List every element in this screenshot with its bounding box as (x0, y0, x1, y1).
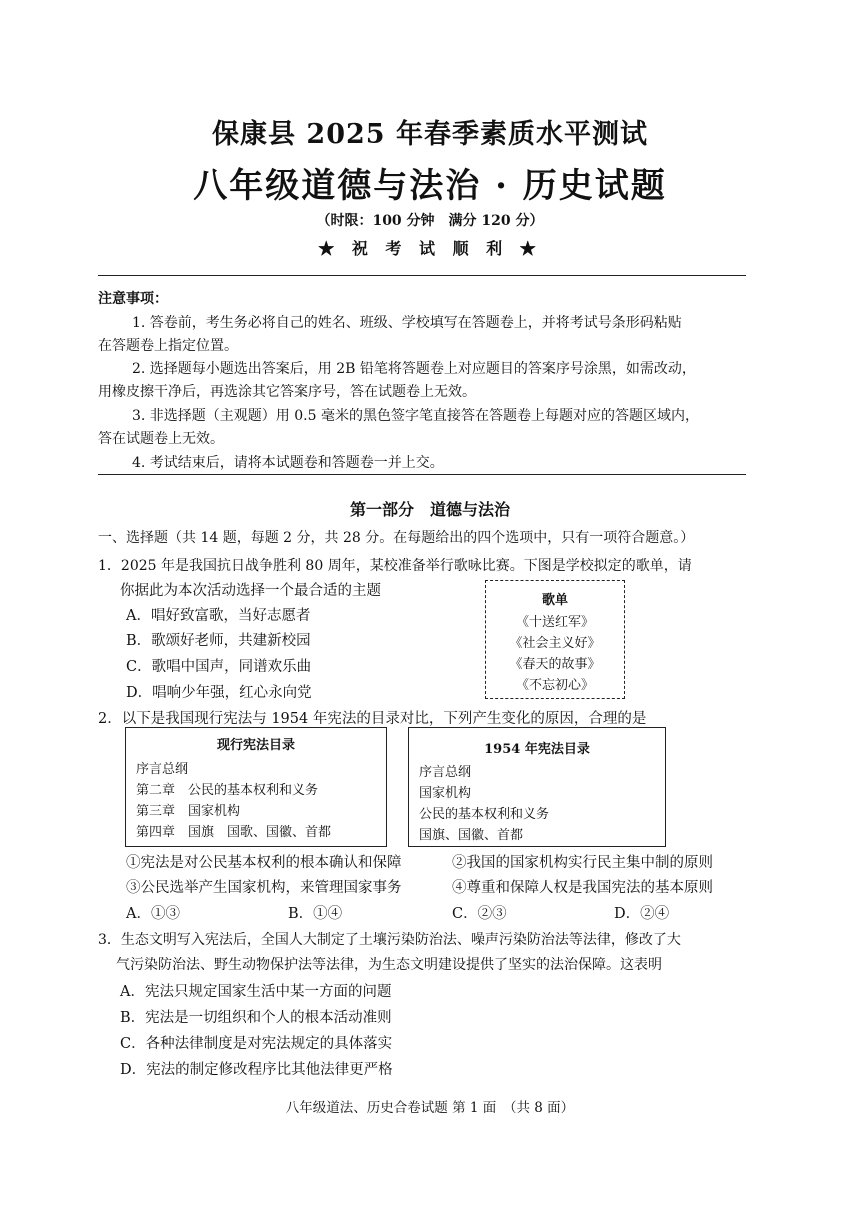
good-luck-banner: ★ 祝 考 试 顺 利 ★ (318, 239, 542, 258)
question-3-option-b: B．宪法是一切组织和个人的根本活动准则 (120, 1010, 392, 1026)
question-2-option-d: D．②④ (614, 906, 670, 922)
notice-line: 1. 答卷前，考生务必将自己的姓名、班级、学校填写在答题卷上，并将考试号条形码粘贴 (132, 315, 682, 331)
contents-line: 国旗、国徽、首都 (419, 828, 524, 843)
contents-line: 第三章 国家机构 (136, 804, 241, 819)
contents-line: 公民的基本权利和义务 (419, 807, 550, 822)
section-instruction: 一、选择题（共 14 题，每题 2 分，共 28 分。在每题给出的四个选项中，只有一项符合题意。） (98, 530, 695, 546)
question-1-stem: 你据此为本次活动选择一个最合适的主题 (120, 583, 381, 599)
song-item: 《春天的故事》 (509, 657, 601, 672)
notice-line: 4. 考试结束后，请将本试题卷和答题卷一并上交。 (132, 455, 444, 471)
notice-heading: 注意事项： (98, 291, 168, 307)
notice-line: 答在试题卷上无效。 (98, 431, 224, 447)
divider-top (98, 275, 746, 276)
question-3-stem: 气污染防治法、野生动物保护法等法律，为生态文明建设提供了坚实的法治保障。这表明 (116, 957, 662, 973)
current-constitution-contents (125, 727, 387, 847)
notice-line: 在答题卷上指定位置。 (98, 338, 238, 354)
question-2-statement-3: ③公民选举产生国家机构，来管理国家事务 (126, 880, 402, 896)
question-2-option-b: B．①④ (288, 906, 343, 922)
current-constitution-heading: 现行宪法目录 (216, 738, 295, 753)
contents-line: 序言总纲 (136, 762, 189, 777)
question-2-option-c: C．②③ (452, 906, 507, 922)
song-list-heading: 歌单 (541, 593, 568, 608)
exam-subject-title: 八年级道德与法治 · 历史试题 (193, 166, 667, 206)
question-1-stem: 1．2025 年是我国抗日战争胜利 80 周年，某校准备举行歌咏比赛。下图是学校拟定的歌单，请 (98, 558, 692, 574)
contents-line: 第二章 公民的基本权利和义务 (136, 783, 319, 798)
question-3-stem: 3．生态文明写入宪法后，全国人大制定了土壤污染防治法、噪声污染防治法等法律，修改了大 (98, 932, 681, 948)
question-1-option-b: B．歌颂好老师，共建新校园 (126, 633, 311, 649)
notice-line: 用橡皮擦干净后，再选涂其它答案序号，答在试题卷上无效。 (98, 384, 476, 400)
song-item: 《不忘初心》 (515, 678, 594, 693)
contents-line: 序言总纲 (419, 765, 472, 780)
question-2-stem: 2．以下是我国现行宪法与 1954 年宪法的目录对比，下列产生变化的原因，合理的是 (98, 711, 647, 727)
contents-line: 第四章 国旗 国歌、国徽、首都 (136, 825, 332, 840)
1954-constitution-contents (408, 727, 666, 847)
notice-line: 2. 选择题每小题选出答案后，用 2B 铅笔将答题卷上对应题目的答案序号涂黑，如需改动， (132, 361, 696, 377)
song-list-box (485, 580, 625, 699)
question-1-option-d: D．唱响少年强，红心永向党 (126, 685, 312, 701)
question-2-statement-4: ④尊重和保障人权是我国宪法的基本原则 (452, 880, 713, 896)
song-item: 《十送红军》 (515, 615, 594, 630)
question-3-option-a: A．宪法只规定国家生活中某一方面的问题 (120, 984, 392, 1000)
exam-limits: （时限：100 分钟 满分 120 分） (316, 213, 544, 229)
exam-title: 保康县 2025 年春季素质水平测试 (212, 119, 648, 150)
question-2-statement-2: ②我国的国家机构实行民主集中制的原则 (452, 855, 713, 871)
question-2-option-a: A．①③ (126, 906, 180, 922)
question-3-option-c: C．各种法律制度是对宪法规定的具体落实 (120, 1036, 393, 1052)
song-item: 《社会主义好》 (509, 636, 601, 651)
question-3-option-d: D．宪法的制定修改程序比其他法律更严格 (120, 1062, 393, 1078)
question-1-option-a: A．唱好致富歌，当好志愿者 (126, 608, 311, 624)
question-2-statement-1: ①宪法是对公民基本权利的根本确认和保障 (126, 855, 402, 871)
page-footer: 八年级道法、历史合卷试题 第 1 面 （共 8 面） (285, 1100, 575, 1116)
contents-line: 国家机构 (419, 786, 472, 801)
notice-line: 3. 非选择题（主观题）用 0.5 毫米的黑色签字笔直接答在答题卷上每题对应的答题区域内， (132, 408, 699, 424)
section-title: 第一部分 道德与法治 (349, 500, 510, 519)
divider-bottom (98, 474, 746, 475)
1954-constitution-heading: 1954 年宪法目录 (484, 742, 590, 757)
question-1-option-c: C．歌唱中国声，同谱欢乐曲 (126, 659, 312, 675)
